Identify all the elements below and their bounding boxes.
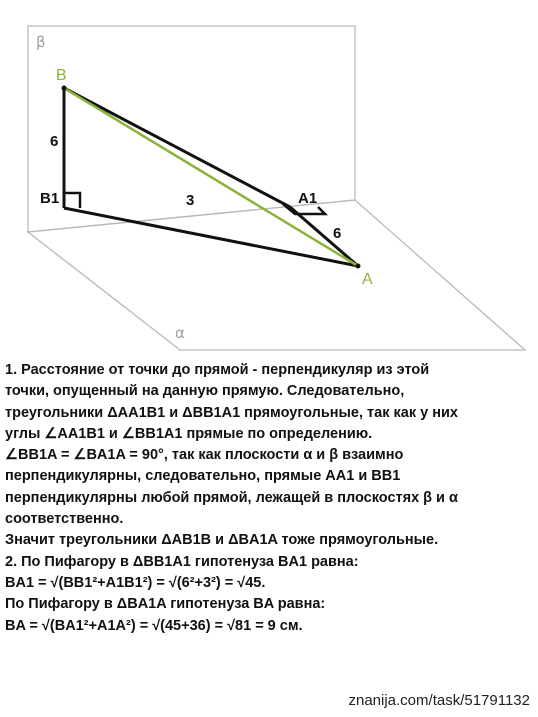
plane-alpha bbox=[28, 200, 525, 350]
solution-line: 1. Расстояние от точки до прямой - перпендикуляр из этой bbox=[5, 362, 430, 378]
solution-line: треугольники ΔAA1B1 и ΔBB1A1 прямоугольные, так как у них bbox=[5, 404, 458, 421]
solution-line: По Пифагору в ΔBA1A гипотенуза BA равна: bbox=[5, 596, 326, 613]
point-b1-label: B1 bbox=[40, 190, 60, 207]
solution-line: BA = √(BA1²+A1A²) = √(45+36) = √81 = 9 см. bbox=[5, 617, 303, 634]
solution-line: точки, опущенный на данную прямую. Следовательно, bbox=[5, 383, 405, 400]
point-b-label: B bbox=[56, 67, 67, 84]
solution-line: BA1 = √(BB1²+A1B1²) = √(6²+3²) = √45. bbox=[5, 574, 266, 591]
solution-line: Значит треугольники ΔAB1B и ΔBA1A тоже прямоугольные. bbox=[5, 532, 439, 549]
point-a-label: A bbox=[362, 271, 373, 288]
solution-line: перпендикулярны любой прямой, лежащей в плоскостях β и α bbox=[5, 489, 458, 506]
length-bb1-label: 6 bbox=[50, 133, 59, 150]
solution-line: ∠BB1A = ∠BA1A = 90°, так как плоскости α и β взаимно bbox=[5, 447, 404, 464]
solution-line: соответственно. bbox=[5, 511, 124, 528]
solution-line: 2. По Пифагору в ΔBB1A1 гипотенуза BA1 равна: bbox=[5, 553, 359, 570]
solution-text bbox=[5, 360, 535, 637]
solution-line: перпендикулярны, следовательно, прямые AA1 и BB1 bbox=[5, 468, 401, 485]
solution-line: углы ∠AA1B1 и ∠BB1A1 прямые по определению. bbox=[5, 425, 373, 442]
right-angle-b1-marker bbox=[64, 193, 80, 208]
segment-ba bbox=[64, 88, 358, 266]
segment-a1a bbox=[290, 207, 358, 266]
plane-beta-label: β bbox=[36, 33, 46, 51]
geometry-diagram bbox=[0, 0, 538, 355]
length-b1a1-label: 3 bbox=[186, 192, 195, 209]
length-a1a-label: 6 bbox=[333, 225, 342, 242]
point-a-dot bbox=[356, 264, 361, 269]
plane-alpha-label: α bbox=[175, 324, 185, 342]
point-a1-label: A1 bbox=[298, 190, 318, 207]
segment-b1a bbox=[64, 208, 358, 266]
segment-ba1 bbox=[64, 88, 290, 207]
source-link[interactable]: znanija.com/task/51791132 bbox=[348, 692, 530, 709]
point-b-dot bbox=[62, 86, 67, 91]
